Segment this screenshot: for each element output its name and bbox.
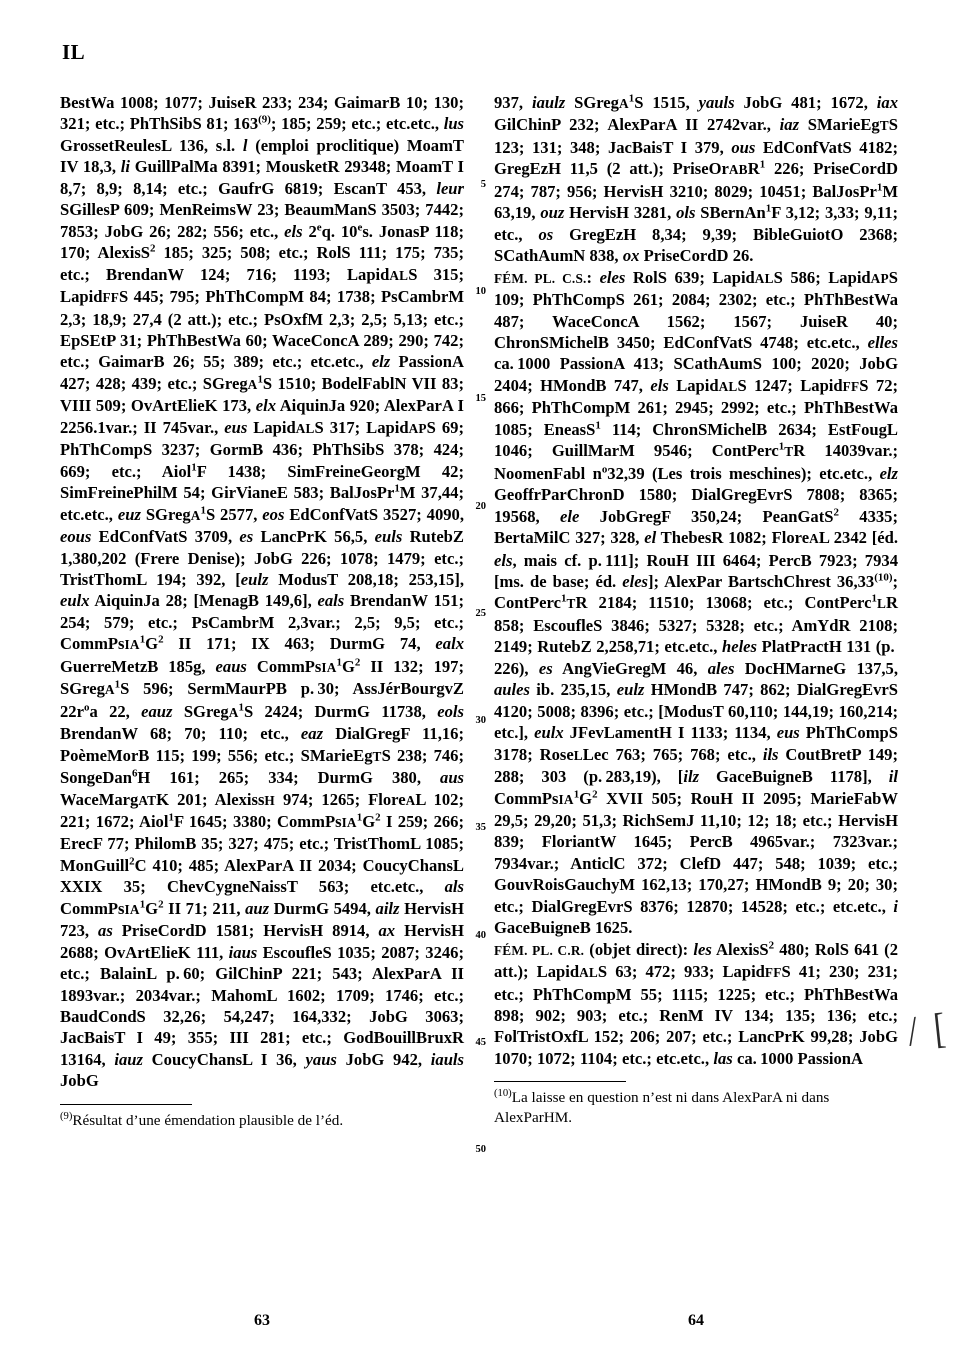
handwritten-margin-mark: / [ xyxy=(905,1005,952,1056)
line-number: 15 xyxy=(475,393,486,404)
column-left-body: BestWa 1008; 1077; JuiseR 233; 234; GaimarB 10; 130; 321; etc.; PhThSibS 81; 163$^{(9)}$; 185; 259; etc.; etc.etc., lus GrossetReulesL 136, s.l. l (emploi proclitique) MoamT IV 18,3, li GuillPalMa 8391; MousketR 29348; MoamT I 8,7; 8,9; 8,14; etc.; GaufrG 6819; EscanT 453, leur SGillesP 609; MenReimsW 23; BeaumManS 3503; 7442; 7853; JobG 26; 282; 556; etc., els 2eq. 10es. JonasP 118; 170; AlexisS$^2$ 185; 325; 508; etc.; RolS 111; 175; 735; etc.; BrendanW 124; 716; 1193; LapidALS 315; LapidFFS 445; 795; PhThCompM 84; 1738; PsCambrM 2,3; 18,9; 27,4 (2 att.); etc.; PsOxfM 2,3; 2,5; 5,13; etc.; EpSEtP 31; PhThBestWa 60; WaceConcA 289; 290; 742; etc.; GaimarB 26; 55; 389; etc.; etc.etc., elz PassionA 427; 428; 439; etc.; SGregA$^1$S 1510; BodelFablN VII 83; VIII 509; OvArtElieK 173, elx AiquinJa 920; AlexParA I 2256.1var.; II 745var., eus LapidALS 317; LapidAPS 69; PhThCompS 3237; GormB 436; PhThSibS 378; 424; 669; etc.; Aiol$^1$F 1438; SimFreineGeorgM 42; SimFreinePhilM 54; GirVianeE 583; BalJosPr$^1$M 37,44; etc.etc., euz SGregA$^1$S 2577, eos EdConfVatS 3527; 4090, eous EdConfVatS 3709, es LancPrK 56,5, euls RutebZ 1,380,202 (Frere Denise); JobG 226; 1078; 1479; etc.; TristThomL 194; 392, [eulz ModusT 208,18; 253,15], eulx AiquinJa 28; [MenagB 149,6], eals BrendanW 151; 254; 579; etc.; PsCambrM 2,3var.; 2,5; 9,5; etc.; $CommPsIA^1G^2$ II 171; IX 463; DurmG 74, ealx GuerreMetzB 185g, eaus $CommPsIA^1G^2$ II 132; 197; SGregA$^1$S 596; SermMaurPB p. 30; AssJérBourgvZ $22r^oa$ 22, eauz SGregA$^1$S 2424; DurmG 11738, eols BrendanW 68; 70; 110; etc., eaz DialGregF 11,16; PoèmeMorB 115; 199; 556; etc.; SMarieEgTS 238; 746; SongeDan$^6$H 161; 265; 334; DurmG 380, aus WaceMargATK 201; AlexissH 974; 1265; FloreAL 102; 221; 1672; Aiol$^1$F 1645; 3380; $CommPsIA^1G^2$ I 259; 266; ErecF 77; PhilomB 35; 327; 475; etc.; TristThomL 1085; MonGuill$^2$C 410; 485; AlexParA II 2034; CoucyChansL XXIX 35; ChevCygneNaissT 563; etc.etc., als $CommPsIA^1G^2$ II 71; 211, auz DurmG 5494, ailz HervisH 723, as PriseCordD 1581; HervisH 8914, ax HervisH 2688; OvArtElieK 111, iaus EscoufleS 1035; 2087; 3246; etc.; BalainL p. 60; GilChinP 221; 543; AlexParA II 1893var.; 2034var.; MahomL 1602; 1709; 1746; etc.; BaudCondS 32,26; 54,247; 164,332; JobG 3063; JacBaisT I 49; 355; III 281; etc.; GodBouillBruxR 13164, iauz CoucyChansL I 36, yaus JobG 942, iauls JobG xyxy=(60,93,465,1091)
running-head: IL xyxy=(62,40,86,64)
line-number: 50 xyxy=(475,1144,486,1155)
line-number: 25 xyxy=(475,608,486,619)
line-number: 10 xyxy=(475,286,486,297)
line-number: 45 xyxy=(475,1037,486,1048)
page-number-left: 63 xyxy=(254,1312,270,1329)
column-right-body: 937, iaulz SGregA$^1$S 1515, yauls JobG 481; 1672, iax GilChinP 232; AlexParA II 2742var., iaz SMarieEgTS 123; 131; 348; JacBaisT I 379, ous EdConfVatS 4182; GregEzH 11,5 (2 att.); PriseOrABR$^1$ 226; PriseCordD 274; 787; 956; HervisH 3210; 8029; 10451; BalJosPr$^1$M 63,19, ouz HervisH 3281, ols SBernAn$^1$F 3,12; 3,33; 9,11; etc., os GregEzH 8,34; 9,39; BibleGuiotO 2368; SCathAumN 838, ox PriseCordD 26. FÉM. PL. C.S.: eles RolS 639; LapidALS 586; LapidAPS 109; PhThCompS 261; 2084; 2302; etc.; PhThBestWa 487; WaceConcA 1562; 1567; JuiseR 40; ChronSMichelB 3450; EdConfVatS 4748; etc.etc., elles ca. 1000 PassionA 413; SCathAumS 100; 2020; JobG 2404; HMondB 747, els LapidALS 1247; LapidFFS 72; 866; PhThCompM 261; 2945; 2992; etc.; PhThBestWa 1085; EneasS$^1$ 114; ChronSMichelB 2634; EstFougL 1046; GuillMarM 9546; ContPerc$^1$TR 14039var.; NoomenFabl $n^o32,39$ (Les trois meschines); etc.etc., elz GeoffrParChronD 1580; DialGregEvrS 7808; 8365; 19568, ele JobGregF 350,24; PeanGatS$^2$ 4335; BertaMilC 327; 328, el ThebesR 1082; FloreAL 2342 [éd. els, mais cf. p. 111]; RouH III 6464; PercB 7923; 7934 [ms. de base; éd. eles]; AlexPar BartschChrest 36,33$^{(10)}$; ContPerc$^1$TR 2184; 11510; 13068; etc.; ContPerc$^1$LR 858; EscoufleS 3846; 5327; 5328; etc.; AmYdR 2108; 2149; RutebZ 2,258,71; etc.etc., heles PlatPractH 131 (p. 226), es AngVieGregM 46, ales DocHMarneG 137,5, aules ib. 235,15, eulz HMondB 747; 862; DialGregEvrS 4120; 5008; 8396; etc.; [ModusT 60,110; 144,19; 160,214; etc.], eulx JFevLamentH I 1133; 1134, eus PhThCompS 3178; RoseLLec 763; 765; 768; etc., ils CoutBretP 149; 288; 303 (p. 283,19), [ilz GaceBuigneB 1178], il $CommPsIA^1G^2$ XVII 505; RouH II 2095; MarieFabW 29,5; 29,20; 51,3; RichSemJ 11,10; 12; 18; etc.; HervisH 839; FloriantW 1645; PercB 4965var.; 7323var.; 7934var.; AnticlC 372; ClefD 447; 548; 1039; etc.; GouvRoisGauchyM 162,13; 170,27; HMondB 9; 20; 30; etc.; DialGregEvrS 8376; 12870; 14528; etc.; etc.etc., i GaceBuigneB 1625. FÉM. PL. C.R. (objet direct): les AlexisS$^2$ 480; RolS 641 (2 att.); LapidALS 63; 472; 933; LapidFFS 41; 230; 231; etc.; PhThCompM 55; 1115; 1225; etc.; PhThBestWa 898; 902; 903; etc.; RenM IV 134; 135; 136; etc.; FolTristOxfL 152; 206; 207; etc.; LancPrK 99,28; JobG 1070; 1072; 1104; etc.; etc.etc., las ca. 1000 PassionA xyxy=(494,92,899,1068)
line-number: 40 xyxy=(475,930,486,941)
line-number: 20 xyxy=(475,501,486,512)
footnote-left xyxy=(60,1111,464,1131)
footnote-separator xyxy=(494,1081,626,1082)
footnote-marker: (10) xyxy=(494,1088,512,1100)
line-number: 5 xyxy=(480,179,486,190)
footnote-text: La laisse en question n’est ni dans AlexParA ni dans AlexParHM. xyxy=(494,1089,830,1127)
column-right xyxy=(494,92,898,1128)
footnote-right xyxy=(494,1088,898,1128)
column-left xyxy=(60,92,464,1131)
footnote-text: Résultat d’une émendation plausible de l’éd. xyxy=(72,1111,344,1129)
footnote-separator xyxy=(60,1104,192,1105)
line-number: 35 xyxy=(475,822,486,833)
page-number-right: 64 xyxy=(688,1312,704,1329)
footnote-marker: (9) xyxy=(60,1110,73,1122)
line-number: 30 xyxy=(475,715,486,726)
